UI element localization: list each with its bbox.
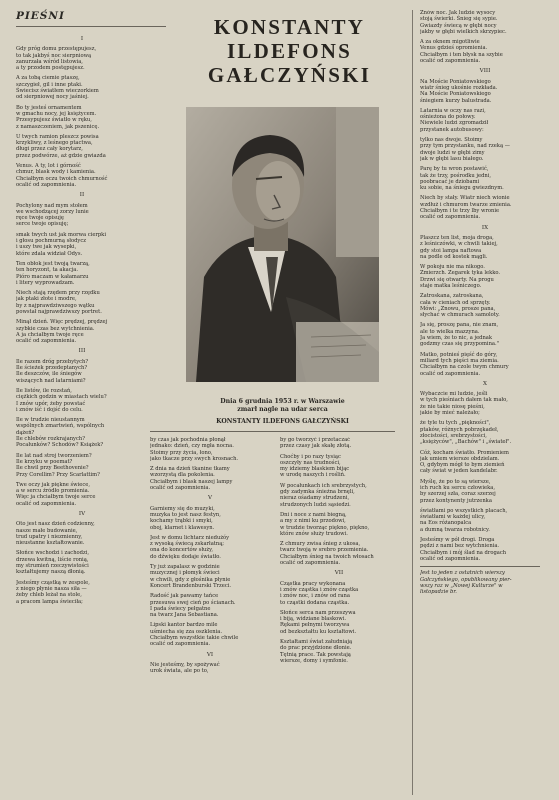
poem-column-1 — [16, 34, 148, 798]
stanza: Ile razem dróg przebytych? Ile ścieżek przedeptanych? Ile deszczów, ile śniegów wiszących nad latarniami? — [16, 358, 89, 384]
caption-line-1: Dnia 6 grudnia 1953 r. w Warszawie — [220, 398, 345, 405]
stanza-number: V — [207, 495, 213, 502]
stanza: Ten obłok jest twoją twarzą, ten horyzont, ta akacja. Pióro maczam w kałamarzu i litery wyprowadzam. — [16, 260, 90, 286]
stanza: Ile listów, ile rozstań, ciężkich godzin w miastach wielu? I znów upór, żeby powstać i znów iść i dojść do celu. — [16, 387, 107, 413]
portrait-illustration — [186, 107, 379, 382]
section-heading: PIEŚNI — [16, 10, 65, 22]
stanza: Na Moście Poniatowskiego wiatr śnieg ukośnie rozkłada. Na Moście Poniatowskiego śniegiem kurzy balustrada. — [420, 78, 498, 104]
stanza: Nie jesteśmy, by spożywać urok świata, ale po to, — [150, 661, 220, 675]
stanza-number: IV — [78, 511, 86, 517]
stanza: Słońce wschodzi i zachodzi, drzewa kwitną, liście ronią, my strumień rzeczywistości kształtujemy naszą dłonią. — [16, 550, 90, 576]
photo-caption — [186, 398, 379, 426]
stanza: Pochylony nad mym stołem we wschodzącej zorzy lunie ręce twoje opisuję serce twoje opisuję; — [16, 202, 89, 228]
stanza: Wybaczcie mi ludzie, jeśli w tych pieśniach dałem tak mało, że nie takie niosę pieśni, jakie by mieć należało; — [420, 391, 508, 417]
stanza: smak twych ust jak morwa cierpki i głosu pochmurną słodycz i uszy twe jak wysepki, które zdala widział Odys. — [16, 231, 106, 257]
stanza: Parę by tu wron postawić, tak że trzy, pośrodku jedni, poobracać je dziobami ku sobie, na śniegu gwiezdnym. — [420, 166, 504, 192]
stanza: Choćby i po razy tysiąc oszczyły nas trudności, my idziemy blaskiem bijąc w urodę naszych i rośliń. — [280, 453, 350, 479]
stanza: Twe oczy jak piękne świece, a w sercu źródło promienia. Więc ja chciałbym twoje serce ocalić od zapomnienia. — [16, 481, 96, 507]
stanza: Niech stają rzędem przy rzędku jak ptaki złote i modre, by z najprawdziwszego wątku powstał najprawdziwszy portret. — [16, 290, 102, 315]
title-line-1: KONSTANTY — [213, 15, 366, 39]
stanza: Kształtami świat załudniają do prac przyjdzione dłonie. Tętnią prace. Tak powstają wiersze, domy i symfonie. — [280, 639, 353, 664]
stanza: Minął dzień. Więc prędzej, prędzej szybkie czas bez wytchnienia. A ja chciałbym twoje ręce ocalić od zapomnienia. — [16, 319, 108, 345]
title-line-2: ILDEFONS — [227, 39, 352, 63]
stanza: Jesteśmy w pół drogi. Droga pędzi z nami bez wytchnienia. Chciałbym i mój ślad na drogach ocalić od zapomnienia. — [420, 537, 507, 562]
stanza: światłami po wszystkich placach, światłami w każdej ulicy, na Eos różanopalca a dumną twarza robotnicy. — [420, 507, 508, 533]
stanza: Znów noc. Jak ludzie wysocy stoją świerki. Śnieg się sypie. Gwiazdy świecą w głębi nocy jakby w głębi wielkich skrzypiec. — [420, 10, 507, 35]
stanza: Jest w domu lichtarz niedużóy z wysoką świecą zskarłatną; ona do koncertów służy, do dźwięku dodaje światło. — [150, 534, 230, 560]
stanza: Ile lat nad stroj tworzeniem? Ile krzyku w poemat? Ile chwil przy Beethovenie? Przy Corellim? Przy Scarlattim? — [16, 452, 100, 478]
title-line-3: GAŁCZYŃSKI — [207, 63, 372, 87]
poem-column-2 — [150, 437, 270, 797]
stanza: Z dnia na dzień tkanine tkamy wzorzystą dla pokolenia. Chciałbym i blask naszej lampy ocalić od zapomnienia. — [150, 466, 233, 492]
stanza: Radość jak pawamy tańce przesuwa swej cień po ścianach. I pada świecy pełgatne na twarz Jana Sebastiana. — [150, 593, 236, 619]
stanza: W pokoju nie ma nikogo. Zmierzch. Zegarek tyka lekko. Drzwi się otwarty. Na progu staje matka leśniczego. — [420, 264, 501, 289]
stanza: tylko nas dwoje. Stoimy przy tym przystanku, nad rzeką — dwoje ludzi w głębi zimy jak w głębi lasu białego. — [420, 137, 510, 162]
stanza: W pocałunkach ich srebrzystych, gdy zadymka śnieżna brnęli, nieraz ośadamy strudzeni, strudzonych ludzi sąsiedzi. — [280, 482, 367, 508]
stanza: że tyle tu tych „piękności", ptaków, różnych pobrzękadeł, złocistości, srebrzystości, „księżyców", „Bachów" i „świateł". — [420, 420, 512, 446]
stanza: Niech by stały. Wiatr niech wionie wzdłuż i chmurom twarze zmienia. Chciałbym i te trzy lby wronie ocalić od zapomnienia. — [420, 195, 512, 221]
stanza-number: I — [80, 36, 84, 42]
stanza: Ile w trudzie nieustannym wspólnych zmartwień, wspólnych dążeń? Ile chlebów rozkrajanych? Pocałunków? Schodów? Książek? — [16, 417, 105, 449]
stanza-number: VIII — [479, 68, 491, 75]
author-portrait-photo — [186, 107, 379, 382]
stanza: Ty już zapalasz w godzinie muzycznej i płomyk świeci w chwili, gdy z głośnika płynie Koncert Brandenburski Trzeci. — [150, 564, 232, 589]
stanza-number: II — [79, 192, 85, 199]
stanza: Oto jest nasz dzień codzienny, nasze małe budowanie, trud upatry i niezmienny, nieustanne kształtowanie. — [16, 521, 95, 547]
page-title — [182, 15, 397, 87]
stanza: Gdy próg domu przestępujesz, to tak jakbyś noc sierpniową zanurzała wśród listowia, a ty przodem postępujesz. — [16, 46, 97, 72]
stanza-number: X — [483, 380, 487, 387]
stanza: Latarnia w oczy nas razi, ośnieżona do połowy. Niewiele ludzi zgromadził przystanek autobusowy: — [420, 107, 489, 133]
stanza: Jesteśmy cząstką w zespole, z niego płynie nasza siła — żeby chleb leżał na stole, a pracom lampa świeciła; — [16, 579, 90, 605]
header-rule — [16, 26, 166, 27]
editorial-footnote: Jest to jeden z ostatnich wierszy Gałczyńskiego, opublikowany pier- wszy raz w „Nowej Kulturze" w listopadzie br. — [420, 570, 512, 596]
caption-line-2: zmarł nagle na udar serca — [237, 406, 328, 413]
stanza: Z chmury zwisa śnieg z ukosa, twarz twoją w srebro przemienia. Chciałbym śnieg na twoich włosach ocalić od zapomnienia. — [280, 541, 374, 567]
caption-line-3: KONSTANTY ILDEFONS GAŁCZYŃSKI — [216, 418, 349, 425]
stanza: Słońce serca nam przeszywa i biją, widziane blaskowi. Rękami pełnymi tworzywa od bezkształtu ku kształtowi. — [280, 609, 357, 635]
stanza-number: VI — [206, 651, 214, 658]
stanza: Bo ty jesteś ornamentem w gmachu nocy, jej księżycem. Przesypujesz światło w ręku, z namaszczeniem, jak pszenicę. — [16, 104, 100, 130]
stanza: Zatroskana, zatroskana, cała w cieniach od sprzęty. Mówi: „Znowu, prosze pana, słychać w chmurach samoloty. — [420, 293, 500, 319]
stanza: by go tworzyć i przetaczać przez czasy jak skałę złotą. — [280, 437, 352, 450]
stanza-number: III — [78, 348, 86, 355]
stanza-number: IX — [481, 224, 489, 231]
stanza: Ja się, proszę pana, nie znam, ale to wielka mazzyna. Ja wiem, że to nic, a jednak godzmy czas się przypomina." — [420, 322, 500, 348]
stanza: Cóż, kocham światło. Promieniem jak umiem wiersze obdzielam. O, gdybym mógł to bym ziemień cały świat w jeden kandelabr. — [420, 449, 509, 475]
stanza: Venus. A ty, lot i górność chmur, blask wody i kamienia. Chciałbym oczu twoich chmurność ocalić od zapomnienia. — [16, 163, 108, 188]
footnote-rule — [420, 566, 540, 567]
stanza: Plaszcz ten list, moja droga, z leśniczówki, w chwili takiej, gdy stoi lampa naftowa na podle od kostek mągli. — [420, 234, 498, 260]
stanza: A za tobą ciemie ptaszę, szczygieł, gil i inne ptaki. Świecisz światłem wieczorkiem od sierpniowej nocy jaśniej. — [16, 75, 99, 101]
poem-column-3 — [280, 437, 398, 797]
poem-column-4 — [420, 10, 550, 798]
stanza: Cząstka pracy wykonana i znów cząstka i znów cząstka i znów noc, i znów od rana to cząstki dodana cząstka. — [280, 580, 359, 606]
column-rule — [412, 10, 413, 795]
stanza: A za oknem migotliwie Venus gdzieś opromienia. Chciałbym i ten błysk na szybie ocalić od zapomnienia. — [420, 39, 503, 65]
stanza-number: VII — [334, 570, 344, 577]
stanza: by czas jak pochodnia płonął jednako: dzień, czy mgła nocna. Stoimy przy życia, łono, jako tkacze przy swych krosnach. — [150, 437, 239, 462]
caption-divider — [150, 431, 395, 432]
stanza: U twych ramion pleszcz powisa krzykliwy, z leśnego ptactwa, długi przez cały korytarz, przez podwórze, aż gdzie gwiazda — [16, 133, 106, 159]
stanza: Dni i noce z nami biegną, a my z nimi ku przodowi, w trudzie tworząc piękno, piękno, które znów służy trudowi. — [280, 511, 370, 537]
stanza: Myślę, że po to są wiersze, ich ruch ku sercu człowieka, by szerzej szła, coraz szerzej przez kontynenty jutrzenka — [420, 478, 496, 504]
stanza: Lipski kantor bardzo mile uśmiecha się zza oszklenia. Chciałbym wszystkie takie chwile ocalić od zapomnienia. — [150, 622, 239, 648]
stanza: Matko, potnieś pięść do góry, miliard tych pięści ma ziemia. Chciałbym na czole twym chmury ocalić od zapomnienia. — [420, 351, 509, 377]
stanza: Garniemy się do muzyki, muzyka to jest nasz festyn, kochamy trąbki i smyki, oboj, klarnet i klawesyn. — [150, 505, 221, 531]
